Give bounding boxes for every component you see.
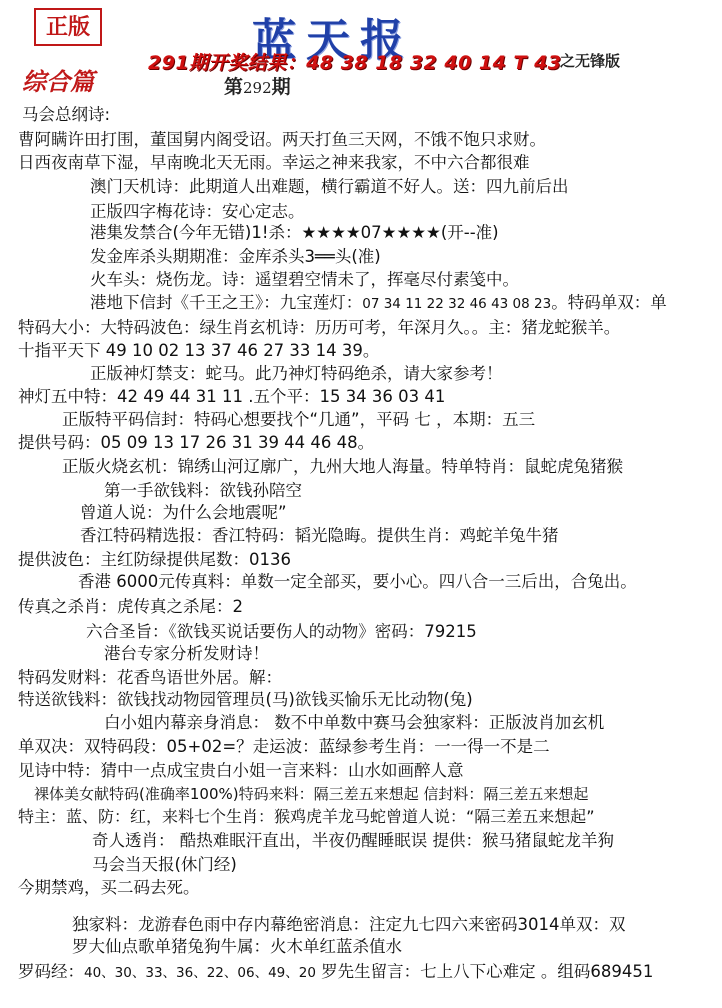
- issue-number: [224, 72, 291, 99]
- section-title: 综合篇: [22, 67, 94, 96]
- text-line: 特主：蓝、防：红，来料七个生肖：猴鸡虎羊龙马蛇曾道人说：“隔三差五来想起”: [18, 807, 595, 826]
- edition-label: 之无锋版: [560, 52, 621, 70]
- text-line: 传真之杀肖：虎传真之杀尾：2: [18, 597, 243, 616]
- text-line: 正版火烧玄机：锦绣山河辽廓广，九州大地人海量。特单特肖：鼠蛇虎兔猪猴: [62, 457, 623, 476]
- text-line: 裸体美女献特码(准确率100%)特码来料：隔三差五来想起 信封料：隔三差五来想起: [34, 785, 589, 803]
- issue-prefix: 第: [224, 76, 244, 98]
- text-segment: 罗码经：: [18, 962, 84, 981]
- number-segment: 40、30、33、36、22、06、49、20: [84, 965, 316, 981]
- text-line: 罗大仙点歌单猪兔狗牛属：火木单红蓝杀值水: [72, 937, 402, 956]
- text-line: 特码发财料：花香鸟语世外居。解：: [18, 668, 282, 687]
- text-line: 曾道人说：为什么会地震呢”: [80, 503, 287, 522]
- text-line: 港台专家分析发财诗！: [104, 644, 269, 663]
- newspaper-title: 蓝天报: [252, 15, 414, 66]
- text-line: 马会总纲诗:: [22, 105, 111, 124]
- issue-number-value: 292: [243, 79, 272, 97]
- text-line: 提供波色：主红防绿提供尾数：0136: [18, 550, 291, 569]
- text-line: 正版神灯禁支：蛇马。此乃神灯特码绝杀，请大家参考！: [90, 364, 503, 383]
- text-line: 提供号码：05 09 13 17 26 31 39 44 46 48。: [18, 433, 375, 452]
- issue-suffix: 期: [271, 76, 291, 98]
- text-line: 第一手欲钱料：欲钱孙陪空: [104, 481, 302, 500]
- text-line: 马会当天报(休门经): [92, 855, 237, 874]
- text-line: 十指平天下 49 10 02 13 37 46 27 33 14 39。: [18, 341, 380, 360]
- text-line: 正版四字梅花诗：安心定志。: [90, 202, 305, 221]
- text-line: 香港 6000元传真料：单数一定全部买，要小心。四八合一三后出，合兔出。: [78, 572, 637, 591]
- text-line: 单双决：双特码段：05+02=？走运波：蓝绿参考生肖：一一得一不是二: [18, 737, 550, 756]
- text-line: 独家料：龙游春色雨中存内幕绝密消息：注定九七四六来密码3014单双：双: [72, 915, 626, 934]
- text-line: 特码大小：大特码波色：绿生肖玄机诗：历历可考，年深月久。。主：猪龙蛇猴羊。: [18, 318, 621, 337]
- text-line: 今期禁鸡，买二码去死。: [18, 878, 200, 897]
- number-segment: 07 34 11 22 32 46 43 08 23: [362, 296, 552, 312]
- text-line: 曹阿瞒许田打围，董国舅内阁受诏。两天打鱼三天网，不饿不饱只求财。: [18, 130, 546, 149]
- text-segment: 罗先生留言：七上八下心难定 。组码689451: [315, 962, 654, 981]
- text-line: [90, 293, 667, 314]
- text-line: 奇人透肖： 酷热难眠汗直出，半夜仍醒睡眠误 提供：猴马猪鼠蛇龙羊狗: [92, 831, 614, 850]
- text-line: 日西夜南草下湿，早南晚北天无雨。幸运之神来我家，不中六合都很难: [18, 153, 530, 172]
- text-line: 澳门天机诗：此期道人出难题，横行霸道不好人。送：四九前后出: [90, 177, 569, 196]
- text-line: [18, 962, 653, 983]
- text-segment: 。特码单双：单: [551, 293, 667, 312]
- text-line: 发金库杀头期期准：金库杀头3══头(准): [90, 247, 381, 266]
- text-line: 见诗中特：猜中一点成宝贵白小姐一言来料：山水如画醉人意: [18, 761, 464, 780]
- text-line: 神灯五中特：42 49 44 31 11 .五个平：15 34 36 03 41: [18, 387, 446, 406]
- text-line: 正版特平码信封：特码心想要找个“几通”，平码 七 ，本期：五三: [62, 410, 536, 429]
- text-segment: 港地下信封《千王之王》：九宝莲灯：: [90, 293, 363, 312]
- text-line: 火车头：烧伤龙。诗：遥望碧空情未了，挥毫尽付素笺中。: [90, 270, 519, 289]
- text-line: 港集发禁合(今年无错)1!杀：★★★★07★★★★(开--准): [90, 223, 499, 242]
- text-line: 香江特码精选报：香江特码：韬光隐晦。提供生肖：鸡蛇羊兔牛猪: [80, 526, 559, 545]
- text-line: 特送欲钱料：欲钱找动物园管理员(马)欲钱买愉乐无比动物(兔): [18, 690, 473, 709]
- edition-badge: 正版: [34, 8, 102, 46]
- text-line: 白小姐内幕亲身消息： 数不中单数中赛马会独家料：正版波肖加玄机: [104, 713, 605, 732]
- text-line: 六合圣旨：《欲钱买说话要伤人的动物》密码：79215: [86, 622, 477, 641]
- draw-results: 291期开奖结果：48 38 18 32 40 14 T 43: [148, 52, 562, 74]
